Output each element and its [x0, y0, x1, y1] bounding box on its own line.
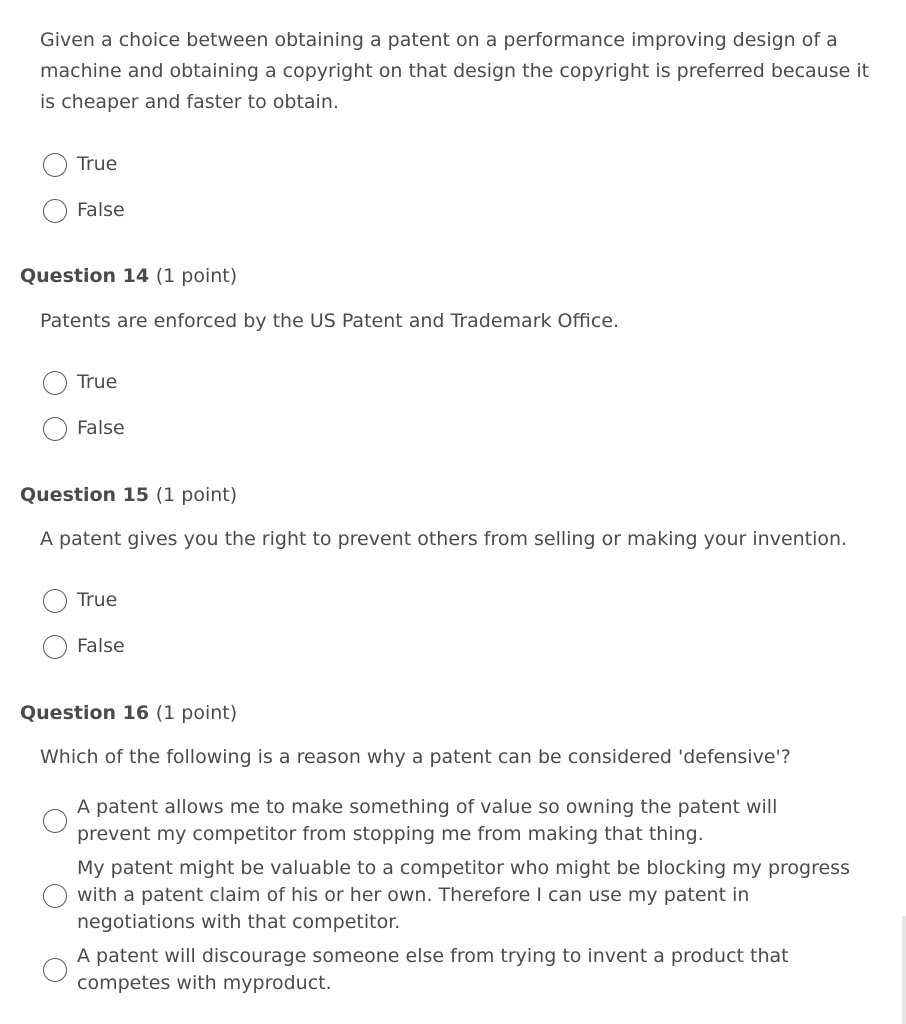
q13-option-false[interactable]	[43, 197, 125, 224]
option-label: False	[77, 635, 125, 657]
option-label: False	[77, 417, 125, 439]
question-number: Question 16	[20, 702, 150, 724]
question-16-header	[20, 699, 237, 727]
radio-button[interactable]	[43, 809, 67, 833]
radio-button[interactable]	[43, 884, 67, 908]
q15-option-false[interactable]	[43, 633, 125, 660]
radio-button[interactable]	[43, 199, 67, 223]
question-points: (1 point)	[155, 702, 238, 724]
option-label: True	[77, 153, 118, 175]
option-label: True	[77, 589, 118, 611]
question-points: (1 point)	[155, 265, 238, 287]
q13-option-true[interactable]	[43, 151, 117, 178]
option-label: True	[77, 371, 118, 393]
radio-button[interactable]	[43, 635, 67, 659]
question-14-header	[20, 262, 237, 290]
question-number: Question 14	[20, 265, 150, 287]
radio-button[interactable]	[43, 589, 67, 613]
q16-option-3[interactable]	[43, 943, 855, 997]
radio-button[interactable]	[43, 958, 67, 982]
option-label: False	[77, 199, 125, 221]
question-15-text: A patent gives you the right to prevent others from selling or making your invention.	[40, 528, 848, 550]
option-label: A patent will discourage someone else from trying to invent a product that competes with myproduct.	[77, 945, 789, 994]
question-16-text: Which of the following is a reason why a patent can be considered 'defensive'?	[40, 746, 791, 768]
question-14-text: Patents are enforced by the US Patent and Trademark Office.	[40, 310, 620, 332]
question-number: Question 15	[20, 484, 150, 506]
q16-option-2[interactable]	[43, 855, 855, 936]
radio-button[interactable]	[43, 371, 67, 395]
question-15-header	[20, 481, 237, 509]
scrollbar-edge[interactable]	[902, 916, 906, 1024]
radio-button[interactable]	[43, 417, 67, 441]
question-points: (1 point)	[155, 484, 238, 506]
option-label: My patent might be valuable to a competitor who might be blocking my progress with a patent claim of his or her own. Therefore I can use my patent in negotiations with that competitor.	[77, 857, 850, 933]
question-13-text: Given a choice between obtaining a patent on a performance improving design of a machine and obtaining a copyright on that design the copyright is preferred because it is cheaper and faster to obtain.	[40, 29, 870, 113]
radio-button[interactable]	[43, 153, 67, 177]
option-label: A patent allows me to make something of value so owning the patent will prevent my competitor from stopping me from making that thing.	[77, 796, 778, 845]
q14-option-true[interactable]	[43, 369, 117, 396]
q14-option-false[interactable]	[43, 415, 125, 442]
q16-option-1[interactable]	[43, 794, 855, 848]
q15-option-true[interactable]	[43, 587, 117, 614]
